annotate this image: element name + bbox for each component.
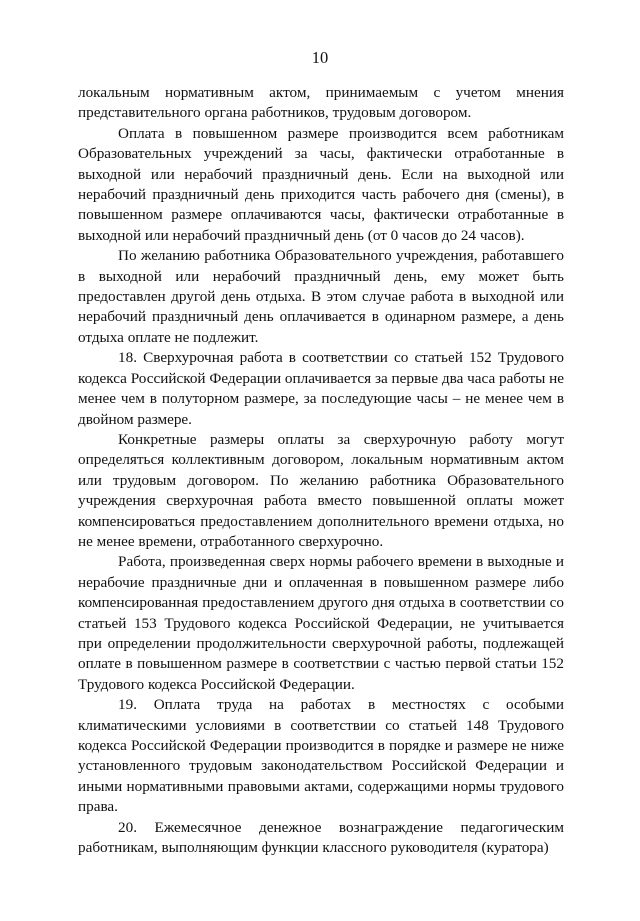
paragraph-item-19: 19. Оплата труда на работах в местностях с особыми климатическими условиями в соответствии со статьей 148 Трудового кодекса Российской Федерации производится в порядке и размере не ниже установленного трудовым законодательством Российской Федерации и иными нормативными правовыми актами, содержащими нормы трудового права. xyxy=(78,696,564,816)
paragraph-day-off: По желанию работника Образовательного учреждения, работавшего в выходной или нерабочий праздничный день, ему может быть предоставлен другой день отдыха. В этом случае работа в выходной или нерабочий праздничный день оплачивается в одинарном размере, а день отдыха оплате не подлежит. xyxy=(78,247,564,346)
paragraph-continuation: локальным нормативным актом, принимаемым с учетом мнения представительного органа работников, трудовым договором. xyxy=(78,84,564,122)
page-number: 10 xyxy=(311,48,329,67)
paragraph-item-20: 20. Ежемесячное денежное вознаграждение педагогическим работникам, выполняющим функции классного руководителя (куратора) xyxy=(78,818,564,857)
paragraph-increased-pay: Оплата в повышенном размере производится всем работникам Образовательных учреждений за часы, фактически отработанные в выходной или нерабочий праздничный день. Если на выходной или нерабочий праздничный день приходится часть рабочего дня (смены), в повышенном размере оплачиваются часы, фактически отработанные в выходной или нерабочий праздничный день (от 0 часов до 24 часов). xyxy=(78,124,564,244)
paragraph-item-18: 18. Сверхурочная работа в соответствии со статьей 152 Трудового кодекса Российской Федерации оплачивается за первые два часа работы не менее чем в полуторном размере, за последующие часы – не менее чем в двойном размере. xyxy=(78,349,564,428)
paragraph-overtime-amounts: Конкретные размеры оплаты за сверхурочную работу могут определяться коллективным договором, локальным нормативным актом или трудовым договором. По желанию работника Образовательного учреждения сверхурочная работа вместо повышенной оплаты может компенсироваться предоставлением дополнительного времени отдыха, но не менее времени, отработанного сверхурочно. xyxy=(78,430,564,550)
document-body xyxy=(78,83,564,858)
paragraph-weekend-work: Работа, произведенная сверх нормы рабочего времени в выходные и нерабочие праздничные дни и оплаченная в повышенном размере либо компенсированная предоставлением другого дня отдыха в соответствии со статьей 153 Трудового кодекса Российской Федерации, не учитывается при определении продолжительности сверхурочной работы, подлежащей оплате в повышенном размере в соответствии с частью первой статьи 152 Трудового кодекса Российской Федерации. xyxy=(78,553,564,693)
